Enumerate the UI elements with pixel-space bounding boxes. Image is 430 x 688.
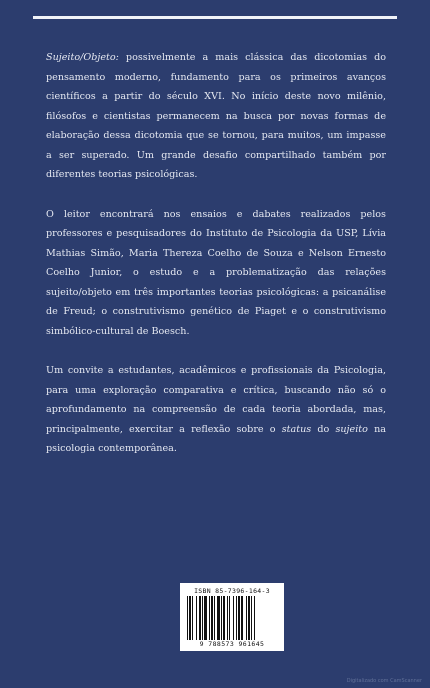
barcode-bar — [251, 596, 252, 640]
ean-digits: 9 788573 961645 — [199, 640, 265, 648]
barcode-bar — [221, 596, 222, 640]
intro-text: possivelmente a mais clássica das dicotomias do pensamento moderno, fundamento para os primeiros avanços científicos a partir do século XVI. No início deste novo milênio, filósofos e cientistas permanecem na busca por novas formas de elaboração dessa dicotomia que se tornou, para muitos, um impasse a ser superado. Um grande desafio compartilhado também por diferentes teorias psicológicas. — [46, 52, 386, 180]
barcode-bar — [189, 596, 191, 640]
barcode-bar — [187, 596, 188, 640]
paragraph-intro — [46, 48, 386, 185]
barcode-bar — [211, 596, 213, 640]
barcode-bar — [236, 596, 237, 640]
barcode-bar — [246, 596, 247, 640]
barcode-bar — [217, 596, 220, 640]
italic-lead: Sujeito/Objeto: — [46, 52, 119, 63]
isbn-barcode — [180, 583, 284, 651]
barcode-bar — [227, 596, 228, 640]
barcode-bar — [241, 596, 243, 640]
top-rule — [33, 16, 397, 19]
italic-sujeito: sujeito — [335, 423, 368, 435]
barcode-bar — [204, 596, 207, 640]
back-cover-text — [46, 48, 386, 479]
italic-status: status — [281, 423, 312, 435]
invitation-text-b: do — [311, 423, 336, 435]
scanner-watermark: Digitalizado com CamScanner — [346, 678, 422, 684]
authors-text: O leitor encontrará nos ensaios e dabates realizados pelos professores e pesquisadores do Instituto de Psicologia da USP, Lívia Mathias Simão, Maria Thereza Coelho de Souza e Nelson Ernesto Coelho Junior, o estudo e a problematização das relações sujeito/objeto em três importantes teorias psicológicas: a psicanálise de Freud; o construtivismo genético de Piaget e o construtivismo simbólico-cultural de Boesch. — [46, 208, 386, 337]
barcode-bars — [186, 596, 278, 640]
invitation-text-c: na psicologia contemporânea. — [46, 423, 386, 454]
barcode-bar — [223, 596, 225, 640]
barcode-bar — [254, 596, 255, 640]
barcode-bar — [192, 596, 193, 640]
barcode-bar — [199, 596, 201, 640]
barcode-bar — [214, 596, 215, 640]
invitation-text-a: Um convite a estudantes, acadêmicos e profissionais da Psicologia, para uma exploração comparativa e crítica, buscando não só o aprofundamento na compreensão de cada teoria abordada, mas, principalmente, exercitar a reflexão sobre o — [46, 365, 386, 435]
barcode-bar — [209, 596, 210, 640]
barcode-bar — [238, 596, 240, 640]
paragraph-authors — [46, 205, 386, 342]
barcode-bar — [229, 596, 230, 640]
barcode-bar — [233, 596, 234, 640]
paragraph-invitation — [46, 361, 386, 459]
isbn-label: ISBN 85-7396-164-3 — [194, 587, 270, 595]
barcode-bar — [202, 596, 203, 640]
barcode-bar — [196, 596, 197, 640]
barcode-bar — [248, 596, 250, 640]
